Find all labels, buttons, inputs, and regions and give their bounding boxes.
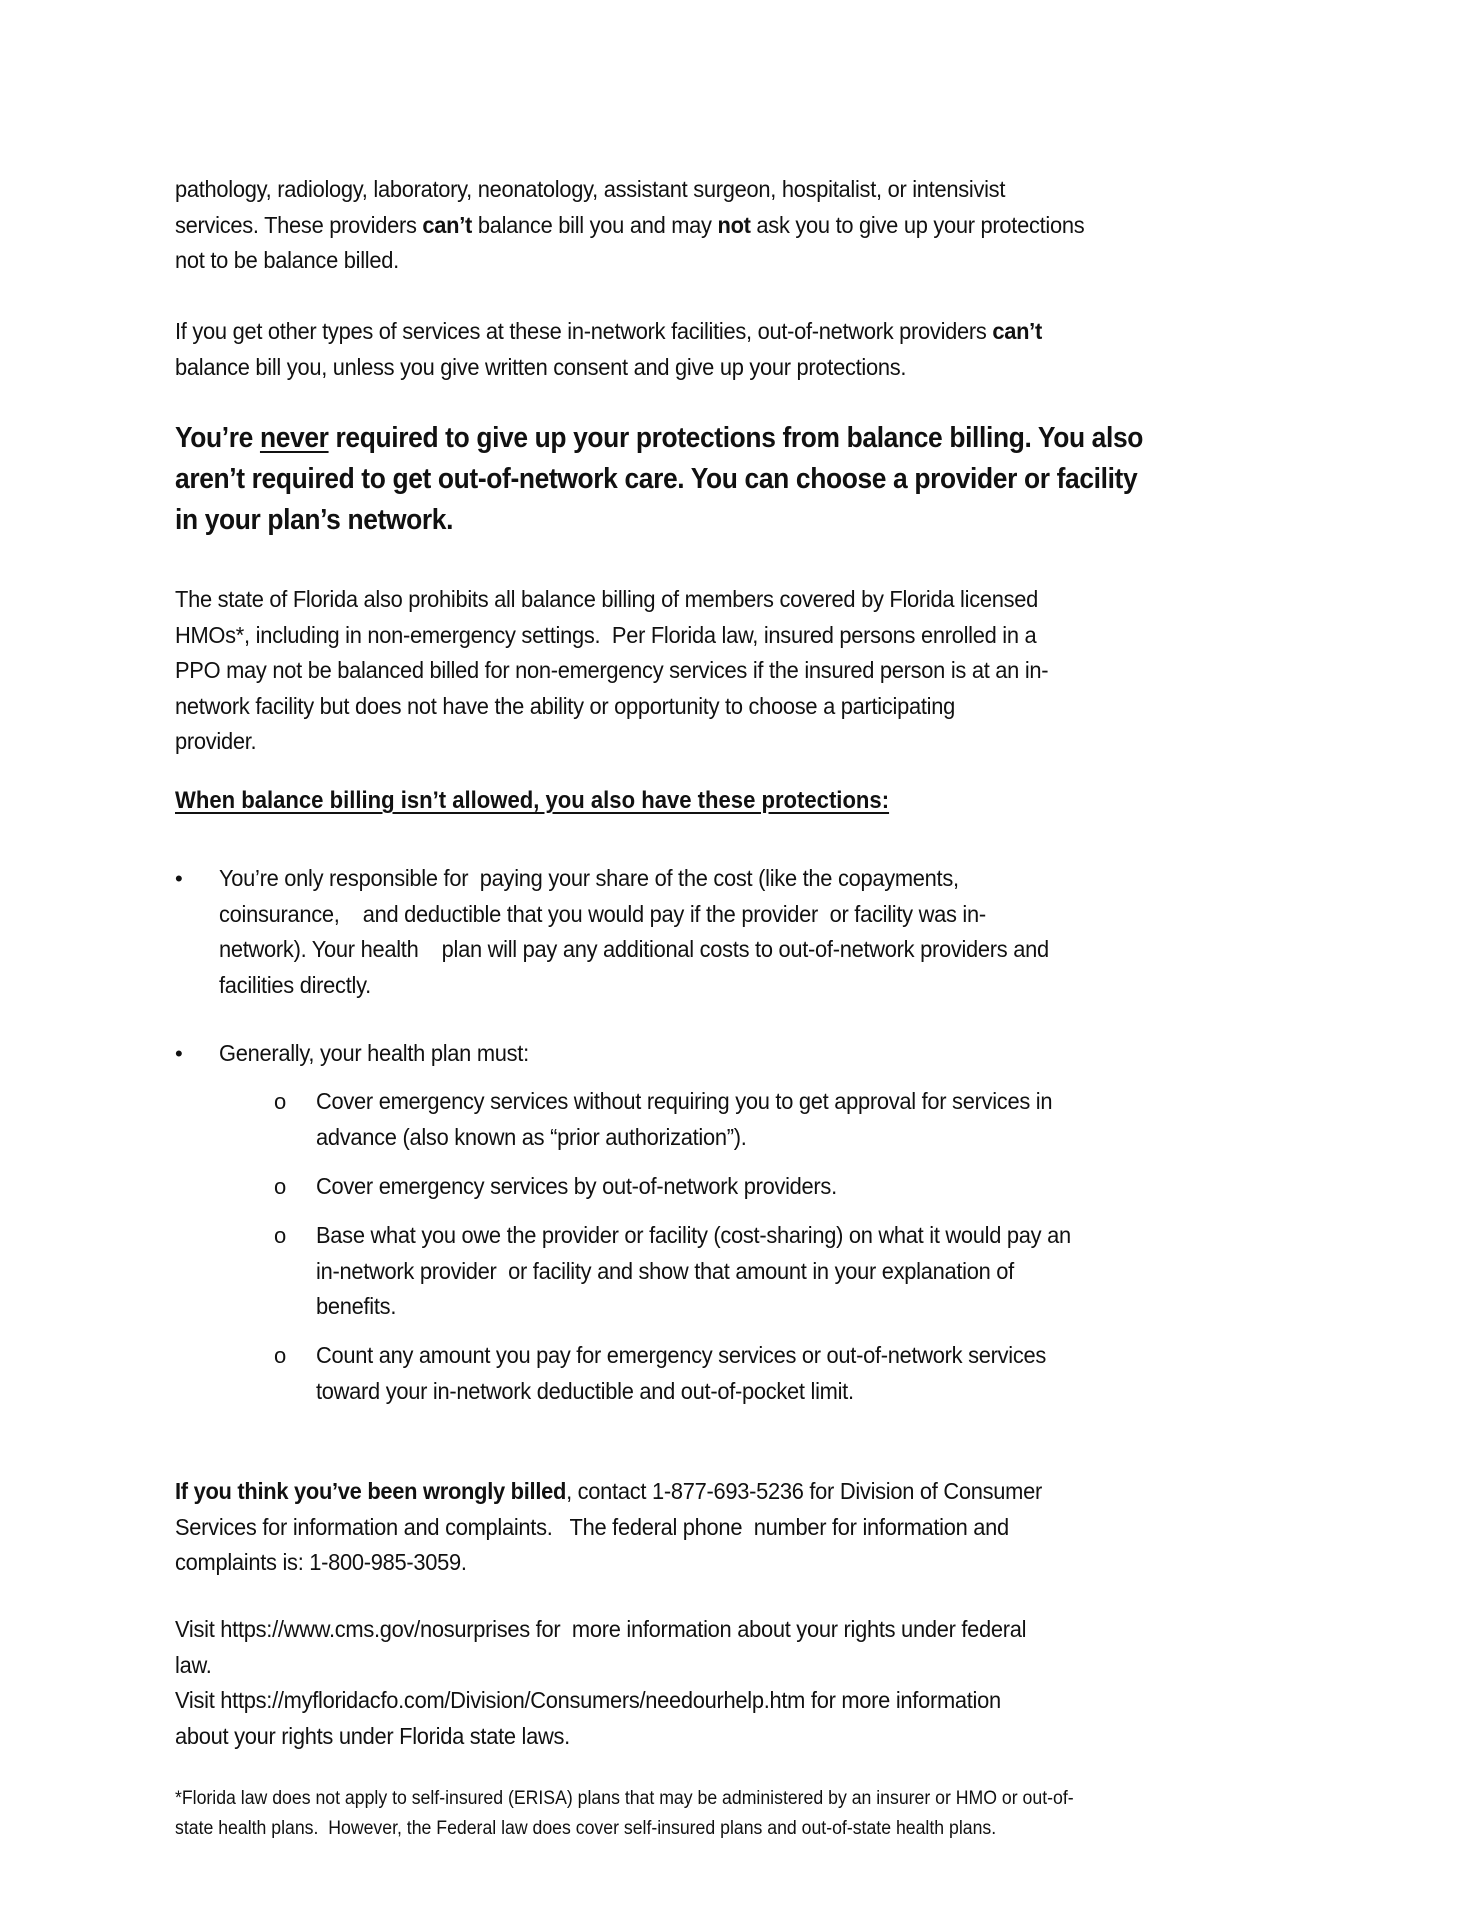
text-run: required to give up your protections from balance billing. You also (328, 422, 1144, 454)
paragraph-specialist-providers (175, 172, 1325, 279)
text-run: ask you to give up your protections (750, 211, 1085, 238)
protections-heading-text: When balance billing isn’t allowed, you also have these protections: (175, 787, 890, 814)
text-run: *Florida law does not apply to self-insured (ERISA) plans that may be administered by an insurer or HMO or out-of- (175, 1788, 1074, 1809)
url-link[interactable]: https://www.cms.gov/nosurprises (220, 1616, 530, 1642)
text-run: Count any amount you pay for emergency services or out-of-network services (316, 1342, 1047, 1368)
bold-text: can’t (422, 211, 473, 238)
paragraph-wrongly-billed (175, 1474, 1325, 1581)
circle-bullet-icon: o (274, 1174, 286, 1199)
text-line (175, 689, 1245, 725)
text-run: network facility but does not have the ability or opportunity to choose a participating (175, 692, 955, 719)
bullet-text (219, 861, 1319, 1003)
sub-bullet-text (316, 1169, 1326, 1205)
text-run: law. (175, 1651, 212, 1678)
text-line (219, 968, 1242, 1004)
text-line (219, 861, 1242, 897)
sub-bullet-text (316, 1084, 1326, 1155)
text-line (316, 1120, 1255, 1156)
paragraph-florida-law (175, 582, 1325, 760)
text-line (316, 1218, 1255, 1254)
text-line (175, 1784, 1245, 1814)
text-line (175, 1683, 1245, 1719)
sub-bullet-text (316, 1338, 1326, 1409)
text-line (316, 1338, 1255, 1374)
text-run: You’re (175, 422, 260, 454)
text-line (316, 1289, 1255, 1325)
sub-bullet-text (316, 1218, 1326, 1325)
text-line (219, 932, 1242, 968)
text-run: balance bill you, unless you give written consent and give up your protections. (175, 353, 907, 380)
text-run: , contact 1-877-693-5236 for Division of Consumer (566, 1478, 1042, 1504)
text-run: complaints is: 1-800-985-3059. (175, 1549, 467, 1575)
text-line (316, 1169, 1255, 1205)
text-run: Cover emergency services by out-of-network providers. (316, 1173, 837, 1199)
text-run: for more information about your rights under federal (529, 1616, 1027, 1642)
text-line (175, 1648, 1245, 1684)
text-line (316, 1254, 1255, 1290)
text-line (175, 582, 1245, 618)
text-run: Cover emergency services without requiring you to get approval for services in (316, 1088, 1053, 1114)
text-run: provider. (175, 728, 257, 754)
text-run: Generally, your health plan must: (219, 1040, 529, 1066)
headline-never-required (175, 418, 1325, 541)
circle-bullet-icon: o (274, 1089, 286, 1114)
circle-bullet-icon: o (274, 1343, 286, 1368)
text-run: Visit (175, 1616, 221, 1642)
bullet-icon: • (175, 1041, 183, 1066)
text-line (175, 459, 1222, 500)
text-line (175, 1612, 1245, 1648)
paragraph-other-services (175, 314, 1325, 385)
bullet-icon: • (175, 866, 183, 891)
text-run: in your plan’s network. (175, 504, 454, 536)
text-run: services. These providers (175, 211, 423, 238)
paragraph-more-information (175, 1612, 1325, 1754)
text-run: Services for information and complaints. The federal phone number for information and (175, 1513, 1009, 1540)
text-run: state health plans. However, the Federal law does cover self-insured plans and out-of-state health plans. (175, 1818, 997, 1839)
text-line (175, 724, 1245, 760)
protections-heading (175, 784, 1325, 818)
bullet-text (219, 1036, 1319, 1072)
url-link[interactable]: https://myfloridacfo.com/Division/Consumers/needourhelp.htm (220, 1687, 806, 1713)
circle-bullet-icon: o (274, 1223, 286, 1248)
text-line (175, 314, 1245, 350)
text-run: advance (also known as “prior authorization”). (316, 1123, 747, 1150)
text-run: You’re only responsible for paying your share of the cost (like the copayments, (219, 865, 959, 891)
text-run: pathology, radiology, laboratory, neonatology, assistant surgeon, hospitalist, or intensivist (175, 176, 1006, 202)
text-run: about your rights under Florida state laws. (175, 1722, 570, 1749)
text-line (175, 1719, 1245, 1755)
text-run: coinsurance, and deductible that you would pay if the provider or facility was in- (219, 900, 986, 927)
bold-text: can’t (992, 318, 1042, 344)
text-line (175, 208, 1245, 244)
footnote (175, 1784, 1325, 1844)
underlined-text: never (259, 422, 329, 454)
text-run: HMOs*, including in non-emergency settings. Per Florida law, insured persons enrolled in a (175, 621, 1037, 648)
text-line (175, 1545, 1245, 1581)
text-line (316, 1084, 1255, 1120)
text-run: for more information (805, 1687, 1001, 1713)
text-run: toward your in-network deductible and out-of-pocket limit. (316, 1377, 854, 1404)
bold-text: not (717, 211, 751, 238)
text-line (175, 172, 1245, 208)
text-run: not to be balance billed. (175, 247, 399, 273)
text-run: facilities directly. (219, 971, 371, 998)
text-line (175, 243, 1245, 279)
text-line (175, 1814, 1245, 1844)
text-run: network). Your health plan will pay any additional costs to out-of-network providers and (219, 936, 1049, 962)
text-run: If you get other types of services at these in-network facilities, out-of-network providers (175, 318, 993, 344)
text-run: The state of Florida also prohibits all balance billing of members covered by Florida licensed (175, 586, 1038, 612)
text-run: in-network provider or facility and show that amount in your explanation of (316, 1257, 1014, 1284)
text-run: aren’t required to get out-of-network care. You can choose a provider or facility (175, 463, 1138, 495)
bold-text: If you think you’ve been wrongly billed (175, 1478, 567, 1504)
text-line (175, 618, 1245, 654)
text-line (175, 500, 1222, 541)
text-line (175, 653, 1245, 689)
text-line (175, 1510, 1245, 1546)
text-line (219, 1036, 1242, 1072)
text-run: benefits. (316, 1293, 397, 1319)
text-run: Visit (175, 1687, 221, 1713)
text-line (175, 350, 1245, 386)
text-run: PPO may not be balanced billed for non-emergency services if the insured person is at an in- (175, 657, 1049, 683)
text-line (175, 418, 1222, 459)
text-line (175, 1474, 1245, 1510)
text-line (316, 1374, 1255, 1410)
text-line (219, 897, 1242, 933)
text-run: Base what you owe the provider or facility (cost-sharing) on what it would pay an (316, 1222, 1071, 1248)
text-run: balance bill you and may (472, 211, 718, 238)
